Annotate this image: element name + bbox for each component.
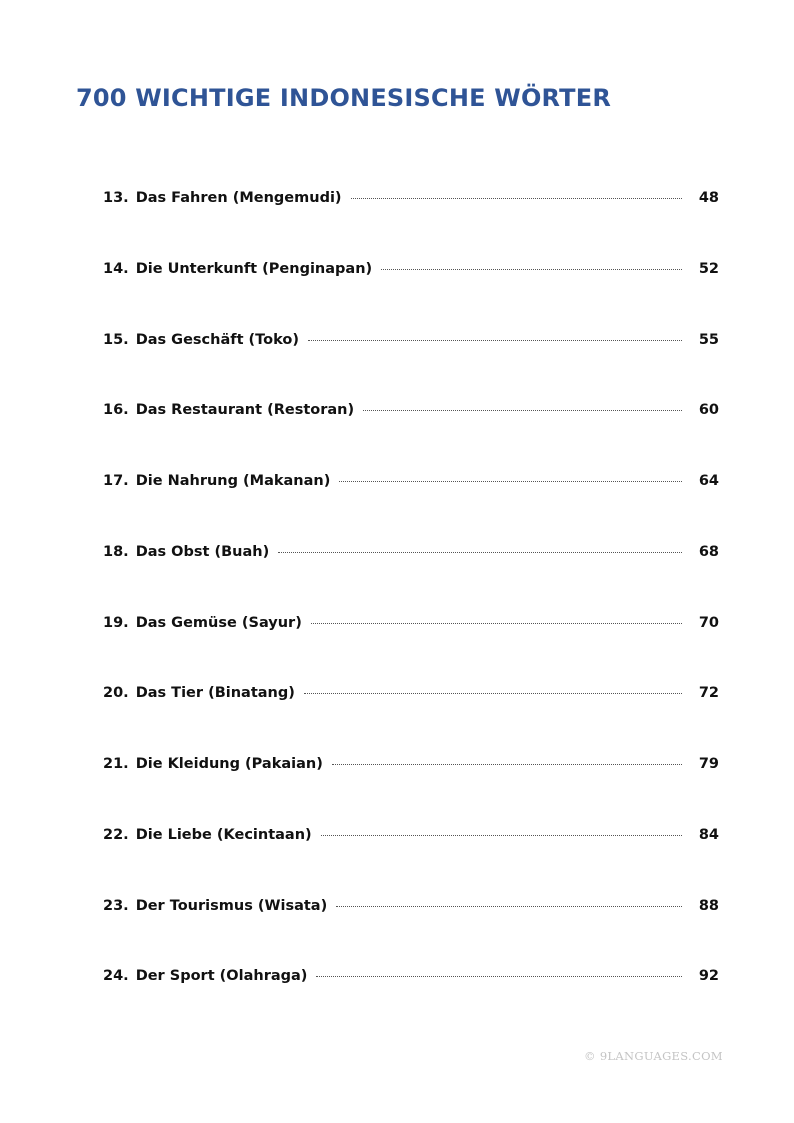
toc-entry-label: Der Tourismus (Wisata) bbox=[135, 897, 328, 914]
toc-entry-page: 70 bbox=[698, 614, 719, 631]
toc-entry-page: 55 bbox=[698, 331, 719, 348]
toc-dot-leader bbox=[332, 764, 682, 765]
table-of-contents bbox=[103, 190, 719, 1039]
toc-entry-number: 21. bbox=[103, 756, 129, 772]
toc-dot-leader bbox=[278, 552, 682, 553]
toc-entry[interactable] bbox=[103, 544, 719, 615]
toc-entry[interactable] bbox=[103, 402, 719, 473]
toc-dot-leader bbox=[321, 835, 682, 836]
toc-entry-page: 68 bbox=[698, 543, 719, 560]
toc-entry-number: 15. bbox=[103, 331, 129, 348]
toc-entry-number: 14. bbox=[103, 260, 129, 277]
toc-entry-label: Die Kleidung (Pakaian) bbox=[135, 756, 323, 772]
toc-entry[interactable] bbox=[103, 685, 719, 756]
toc-dot-leader bbox=[351, 198, 682, 199]
toc-entry[interactable] bbox=[103, 827, 719, 898]
toc-entry-number: 20. bbox=[103, 685, 129, 702]
toc-entry-page: 84 bbox=[698, 826, 719, 843]
toc-dot-leader bbox=[339, 481, 681, 482]
toc-entry-page: 79 bbox=[698, 756, 719, 772]
copyright-notice bbox=[584, 1049, 723, 1063]
toc-entry-page: 60 bbox=[698, 402, 719, 419]
toc-dot-leader bbox=[316, 976, 681, 977]
toc-entry-number: 23. bbox=[103, 897, 129, 914]
toc-entry-label: Das Geschäft (Toko) bbox=[135, 331, 299, 348]
toc-entry-label: Das Obst (Buah) bbox=[135, 543, 270, 560]
toc-entry[interactable] bbox=[103, 898, 719, 969]
toc-entry-label: Die Nahrung (Makanan) bbox=[135, 473, 331, 489]
toc-entry-number: 17. bbox=[103, 473, 129, 489]
toc-entry[interactable] bbox=[103, 615, 719, 686]
toc-dot-leader bbox=[363, 410, 682, 411]
toc-entry[interactable] bbox=[103, 473, 719, 544]
toc-entry-number: 22. bbox=[103, 826, 129, 843]
toc-entry-label: Der Sport (Olahraga) bbox=[135, 968, 308, 985]
toc-dot-leader bbox=[336, 906, 682, 907]
toc-entry[interactable] bbox=[103, 261, 719, 332]
toc-entry-page: 88 bbox=[698, 897, 719, 914]
toc-entry-label: Die Liebe (Kecintaan) bbox=[135, 826, 312, 843]
toc-entry-page: 52 bbox=[698, 260, 719, 277]
copyright-text: 9LANGUAGES.COM bbox=[599, 1049, 723, 1063]
toc-entry-page: 72 bbox=[698, 685, 719, 702]
toc-dot-leader bbox=[308, 340, 682, 341]
toc-dot-leader bbox=[311, 623, 682, 624]
toc-entry[interactable] bbox=[103, 332, 719, 403]
toc-entry-label: Das Tier (Binatang) bbox=[135, 685, 295, 702]
toc-entry-number: 13. bbox=[103, 190, 129, 206]
page-title: 700 WICHTIGE INDONESISCHE WÖRTER bbox=[76, 84, 611, 112]
toc-entry-label: Das Fahren (Mengemudi) bbox=[135, 190, 342, 206]
toc-entry-label: Die Unterkunft (Penginapan) bbox=[135, 260, 373, 277]
toc-entry-label: Das Restaurant (Restoran) bbox=[135, 402, 355, 419]
toc-entry-label: Das Gemüse (Sayur) bbox=[135, 614, 302, 631]
toc-dot-leader bbox=[381, 269, 682, 270]
toc-entry-page: 48 bbox=[698, 190, 719, 206]
toc-entry[interactable] bbox=[103, 968, 719, 1039]
toc-dot-leader bbox=[304, 693, 682, 694]
toc-entry-number: 19. bbox=[103, 614, 129, 631]
toc-entry-page: 92 bbox=[698, 968, 719, 985]
toc-entry-number: 24. bbox=[103, 968, 129, 985]
toc-entry-number: 16. bbox=[103, 402, 129, 419]
copyright-icon: © bbox=[584, 1049, 596, 1063]
toc-entry[interactable] bbox=[103, 190, 719, 261]
toc-entry[interactable] bbox=[103, 756, 719, 827]
toc-entry-page: 64 bbox=[698, 473, 719, 489]
toc-entry-number: 18. bbox=[103, 543, 129, 560]
